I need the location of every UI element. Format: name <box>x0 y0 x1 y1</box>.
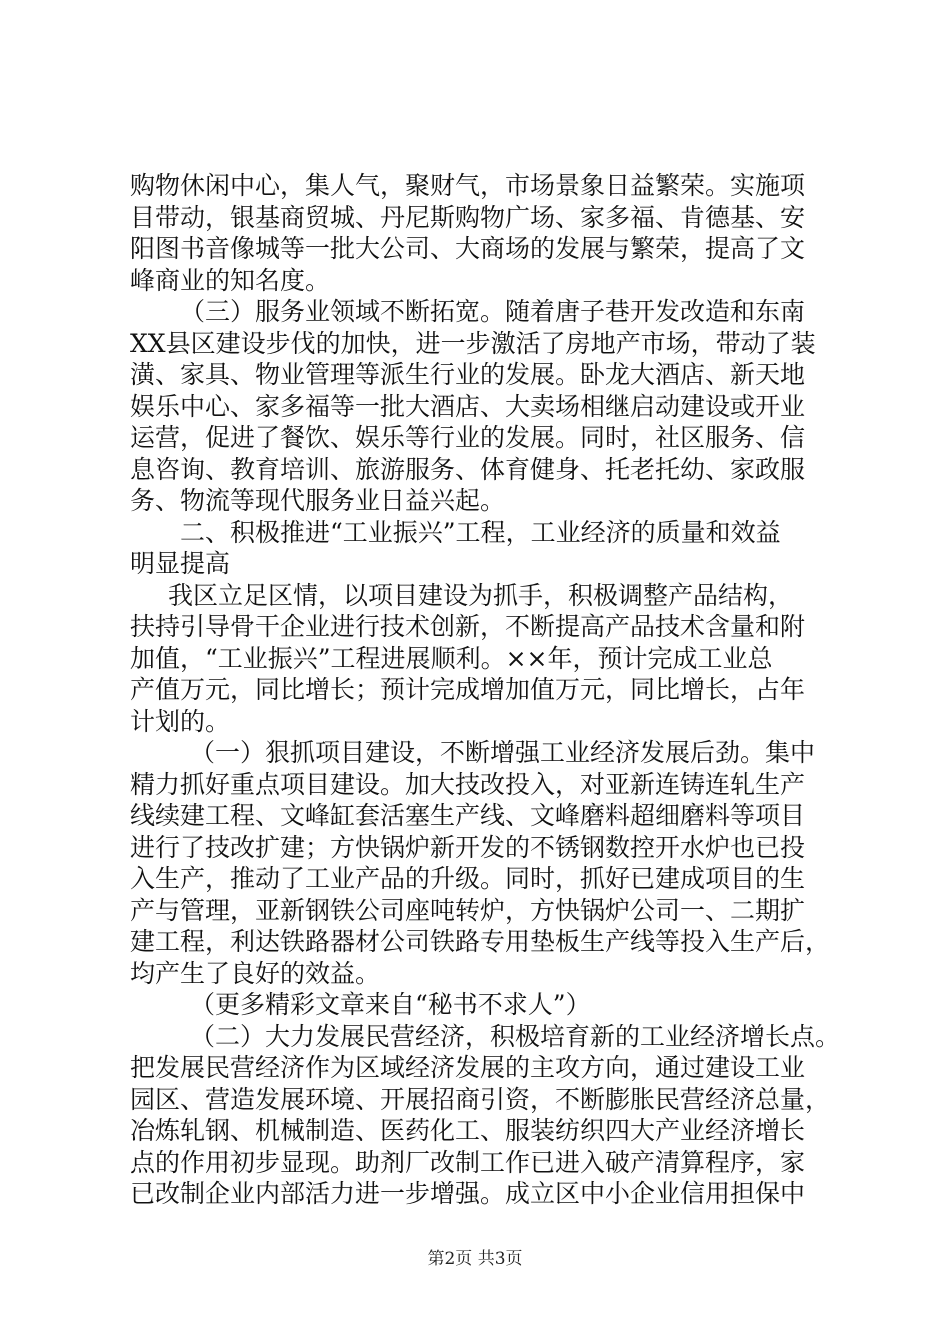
text-line: （二）大力发展民营经济，积极培育新的工业经济增长点。 <box>190 1021 841 1051</box>
text-line: （一）狠抓项目建设，不断增强工业经济发展后劲。集中 <box>190 738 816 767</box>
text-line: 点的作用初步显现。助剂厂改制工作已进入破产清算程序，家 <box>130 1147 806 1177</box>
text-line: 息咨询、教育培训、旅游服务、体育健身、托老托幼、家政服 <box>130 454 806 484</box>
text-line: 建工程，利达铁路器材公司铁路专用垫板生产线等投入生产后， <box>130 927 831 956</box>
text-line: 务、物流等现代服务业日益兴起。 <box>130 486 506 515</box>
text-line: 潢、家具、物业管理等派生行业的发展。卧龙大酒店、新天地 <box>130 360 806 389</box>
text-line: 购物休闲中心，集人气，聚财气，市场景象日益繁荣。实施项 <box>130 171 806 200</box>
text-line: 园区、营造发展环境、开展招商引资，不断膨胀民营经济总量， <box>130 1084 831 1114</box>
text-line: 峰商业的知名度。 <box>130 265 331 295</box>
document-body <box>130 170 860 1210</box>
text-line: 扶持引导骨干企业进行技术创新，不断提高产品技术含量和附 <box>130 612 806 641</box>
text-line: 线续建工程、文峰缸套活塞生产线、文峰磨料超细磨料等项目 <box>130 801 806 830</box>
text-line: （三）服务业领域不断拓宽。随着唐子巷开发改造和东南 <box>180 297 806 326</box>
text-line: 我区立足区情，以项目建设为抓手，积极调整产品结构， <box>168 580 794 610</box>
text-line: XX县区建设步伐的加快，进一步激活了房地产市场，带动了装 <box>130 328 816 358</box>
text-line: 计划的。 <box>130 706 231 736</box>
text-line: 产与管理，亚新钢铁公司座吨转炉，方快锅炉公司一、二期扩 <box>130 895 806 925</box>
source-note: （更多精彩文章来自“秘书不求人”） <box>190 990 591 1019</box>
section-heading: 二、积极推进“工业振兴”工程，工业经济的质量和效益 <box>180 517 781 547</box>
text-line: 进行了技改扩建；方快锅炉新开发的不锈钢数控开水炉也已投 <box>130 832 806 862</box>
text-line: 运营，促进了餐饮、娱乐等行业的发展。同时，社区服务、信 <box>130 423 806 452</box>
text-line: 均产生了良好的效益。 <box>130 958 381 988</box>
text-line: 娱乐中心、家多福等一批大酒店、大卖场相继启动建设或开业 <box>130 391 806 421</box>
text-line: 把发展民营经济作为区域经济发展的主攻方向，通过建设工业 <box>130 1053 806 1082</box>
text-line: 加值，“工业振兴”工程进展顺利。××年，预计完成工业总 <box>130 643 773 673</box>
text-line: 精力抓好重点项目建设。加大技改投入，对亚新连铸连轧生产 <box>130 769 806 799</box>
text-line: 阳图书音像城等一批大公司、大商场的发展与繁荣，提高了文 <box>130 234 806 263</box>
text-line: 入生产，推动了工业产品的升级。同时，抓好已建成项目的生 <box>130 864 806 893</box>
text-line: 冶炼轧钢、机械制造、医药化工、服装纺织四大产业经济增长 <box>130 1116 806 1145</box>
section-heading: 明显提高 <box>130 549 231 578</box>
text-line: 目带动，银基商贸城、丹尼斯购物广场、家多福、肯德基、安 <box>130 202 806 232</box>
page-number-footer: 第2页 共3页 <box>427 1249 523 1269</box>
text-line: 已改制企业内部活力进一步增强。成立区中小企业信用担保中 <box>130 1179 806 1208</box>
text-line: 产值万元，同比增长；预计完成增加值万元，同比增长，占年 <box>130 675 806 704</box>
